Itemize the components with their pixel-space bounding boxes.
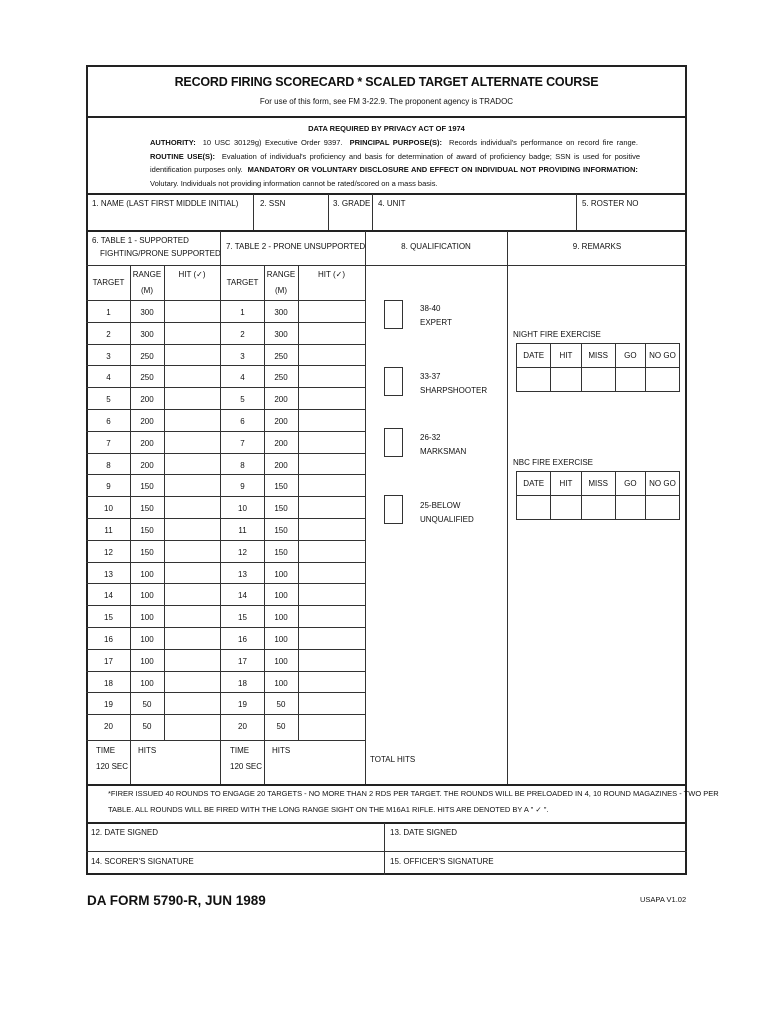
t1-target-header: TARGET — [92, 278, 125, 287]
t1-time-label: TIME — [96, 746, 116, 755]
row-divider — [86, 649, 366, 650]
t1-target-cell: 12 — [104, 547, 113, 557]
t1-target-cell: 8 — [106, 460, 111, 470]
t1-target-cell: 11 — [104, 526, 113, 535]
disclosure-text: Volutary. Individuals not providing information cannot be rated/scored on a mass basis. — [150, 178, 438, 188]
t2-target-cell: 5 — [240, 395, 245, 405]
divider — [86, 193, 687, 195]
unqualified-range: 25-BELOW — [420, 501, 461, 510]
night-go-cell[interactable] — [615, 368, 645, 392]
t2-range-cell: 100 — [274, 656, 288, 666]
qualification-label: 8. QUALIFICATION — [401, 242, 471, 251]
unqualified-checkbox[interactable] — [384, 495, 403, 524]
t1-target-cell: 7 — [106, 438, 111, 448]
nbc-fire-title: NBC FIRE EXERCISE — [513, 458, 594, 467]
t1-hit-cell[interactable] — [165, 387, 220, 409]
t2-hit-cell[interactable] — [299, 605, 365, 627]
divider — [86, 740, 366, 741]
divider — [507, 266, 508, 784]
nbc-date-cell[interactable] — [517, 496, 551, 520]
t1-range-cell: 150 — [140, 547, 154, 557]
t1-hit-cell[interactable] — [165, 431, 220, 453]
t2-target-header: TARGET — [226, 278, 259, 287]
row-divider — [86, 583, 366, 584]
row-divider — [86, 365, 366, 366]
unit-field-label: 4. UNIT — [378, 199, 406, 208]
t2-hit-cell[interactable] — [299, 300, 365, 322]
t2-target-cell: 6 — [240, 417, 245, 426]
t2-target-cell: 12 — [238, 547, 247, 557]
t1-range-unit: (M) — [141, 286, 153, 295]
t2-range-cell: 200 — [274, 395, 288, 405]
t1-range-cell: 100 — [140, 613, 154, 623]
divider — [86, 822, 687, 824]
t2-hits-label: HITS — [272, 746, 291, 755]
scorer-signature-label: 14. SCORER'S SIGNATURE — [91, 857, 194, 866]
nbc-nogo-header: NO GO — [645, 472, 679, 496]
sharpshooter-checkbox[interactable] — [384, 367, 403, 396]
t2-target-cell: 7 — [240, 438, 245, 448]
nbc-miss-header: MISS — [581, 472, 615, 496]
divider — [86, 116, 687, 118]
name-field-label: 1. NAME (LAST FIRST MIDDLE INITIAL) — [92, 199, 239, 208]
night-date-header: DATE — [517, 344, 551, 368]
t2-range-cell: 200 — [274, 460, 288, 470]
t1-hit-cell[interactable] — [165, 518, 220, 540]
t1-hit-cell[interactable] — [165, 344, 220, 366]
divider — [507, 231, 508, 267]
grade-field-label: 3. GRADE — [333, 199, 371, 208]
t1-hit-cell[interactable] — [165, 649, 220, 671]
t1-target-cell: 6 — [106, 417, 111, 426]
authority-label: AUTHORITY: — [150, 138, 196, 147]
t1-range-cell: 100 — [140, 569, 154, 579]
marksman-range: 26-32 — [420, 433, 441, 442]
t1-hit-cell[interactable] — [165, 453, 220, 475]
divider — [365, 231, 366, 784]
nbc-hit-cell[interactable] — [551, 496, 581, 520]
row-divider — [86, 344, 366, 345]
t2-hit-cell[interactable] — [299, 344, 365, 366]
row-divider — [86, 496, 366, 497]
divider — [253, 194, 254, 230]
t1-target-cell: 13 — [104, 569, 113, 579]
night-nogo-cell[interactable] — [645, 368, 679, 392]
t1-hit-cell[interactable] — [165, 496, 220, 518]
t2-hit-cell[interactable] — [299, 540, 365, 562]
row-divider — [86, 671, 366, 672]
expert-range: 38-40 — [420, 304, 441, 313]
t2-range-cell: 50 — [276, 722, 286, 732]
marksman-checkbox[interactable] — [384, 428, 403, 457]
row-divider — [86, 474, 366, 475]
footnote-line1: *FIRER ISSUED 40 ROUNDS TO ENGAGE 20 TARGETS - NO MORE THAN 2 RDS PER TARGET. THE ROUNDS WILL BE PRELOADED IN 4, 10 ROUND MAGAZINES - TWO PER — [108, 789, 719, 798]
table2-label: 7. TABLE 2 - PRONE UNSUPPORTED — [226, 242, 366, 251]
t1-target-cell: 17 — [104, 656, 113, 666]
t2-range-cell: 100 — [274, 613, 288, 623]
t2-target-cell: 8 — [240, 460, 245, 470]
t1-hit-cell[interactable] — [165, 692, 220, 714]
t2-hit-cell[interactable] — [299, 627, 365, 649]
form-id: DA FORM 5790-R, JUN 1989 — [87, 893, 266, 908]
t2-hit-cell[interactable] — [299, 518, 365, 540]
night-hit-header: HIT — [551, 344, 581, 368]
night-go-header: GO — [615, 344, 645, 368]
t2-range-cell: 300 — [274, 329, 288, 339]
form-subtitle: For use of this form, see FM 3-22.9. The proponent agency is TRADOC — [259, 97, 514, 106]
expert-checkbox[interactable] — [384, 300, 403, 329]
t1-hit-cell[interactable] — [165, 300, 220, 322]
t1-range-cell: 250 — [140, 373, 154, 383]
date-signed-12-label: 12. DATE SIGNED — [91, 828, 158, 837]
t1-target-cell: 19 — [104, 700, 113, 710]
t1-range-cell: 150 — [140, 526, 154, 535]
t2-hit-cell[interactable] — [299, 714, 365, 736]
t1-target-cell: 16 — [104, 635, 113, 644]
t1-target-cell: 4 — [106, 373, 111, 383]
t2-time-value: 120 SEC — [230, 762, 263, 771]
nbc-nogo-cell[interactable] — [645, 496, 679, 520]
t2-target-cell: 13 — [238, 569, 247, 579]
t1-range-header: RANGE — [132, 270, 162, 279]
officer-signature-label: 15. OFFICER'S SIGNATURE — [390, 857, 494, 866]
t2-range-cell: 250 — [274, 373, 288, 383]
t2-hit-cell[interactable] — [299, 322, 365, 344]
privacy-statement — [150, 136, 640, 190]
row-divider — [86, 605, 366, 606]
t2-range-cell: 200 — [274, 438, 288, 448]
t2-hit-cell[interactable] — [299, 409, 365, 431]
night-miss-header: MISS — [581, 344, 615, 368]
t1-hit-cell[interactable] — [165, 474, 220, 496]
row-divider — [86, 714, 366, 715]
t2-target-cell: 14 — [238, 591, 247, 601]
t1-range-cell: 150 — [140, 482, 154, 492]
t1-hit-cell[interactable] — [165, 583, 220, 605]
night-hit-cell[interactable] — [551, 368, 581, 392]
t1-range-cell: 200 — [140, 438, 154, 448]
nbc-go-cell[interactable] — [615, 496, 645, 520]
t2-range-cell: 150 — [274, 547, 288, 557]
ssn-field-label: 2. SSN — [260, 199, 286, 208]
t2-range-cell: 150 — [274, 504, 288, 514]
t1-hit-cell[interactable] — [165, 714, 220, 736]
t2-hit-cell[interactable] — [299, 671, 365, 693]
t1-time-value: 120 SEC — [96, 762, 129, 771]
form-version: USAPA V1.02 — [640, 895, 687, 904]
row-divider — [86, 540, 366, 541]
authority-text: 10 USC 30129g) Executive Order 9397. — [202, 138, 343, 147]
nbc-date-header: DATE — [517, 472, 551, 496]
nbc-miss-cell[interactable] — [581, 496, 615, 520]
t1-target-cell: 18 — [104, 678, 113, 688]
row-divider — [86, 692, 366, 693]
t2-range-cell: 150 — [274, 526, 288, 535]
t2-range-header: RANGE — [266, 270, 296, 279]
t2-hit-cell[interactable] — [299, 474, 365, 496]
night-date-cell[interactable] — [517, 368, 551, 392]
footnote-line2: TABLE. ALL ROUNDS WILL BE FIRED WITH THE LONG RANGE SIGHT ON THE M16A1 RIFLE. HITS ARE DENOTED BY A " ✓ ". — [108, 805, 549, 814]
t2-range-cell: 100 — [274, 591, 288, 601]
t1-range-cell: 100 — [140, 591, 154, 601]
t1-hit-cell[interactable] — [165, 322, 220, 344]
expert-label: EXPERT — [420, 318, 452, 327]
t1-hit-cell[interactable] — [165, 627, 220, 649]
t1-range-cell: 100 — [140, 656, 154, 666]
row-divider — [86, 322, 366, 323]
night-miss-cell[interactable] — [581, 368, 615, 392]
t2-target-cell: 11 — [238, 526, 247, 535]
t2-hit-header: HIT (✓) — [318, 270, 345, 279]
marksman-label: MARKSMAN — [420, 447, 467, 456]
t2-range-cell: 100 — [274, 678, 288, 688]
t1-range-cell: 200 — [140, 417, 154, 426]
t1-hit-cell[interactable] — [165, 540, 220, 562]
row-divider — [86, 453, 366, 454]
t1-target-cell: 15 — [104, 613, 113, 623]
t2-target-cell: 4 — [240, 373, 245, 383]
nbc-fire-table — [516, 471, 680, 520]
t2-range-cell: 150 — [274, 482, 288, 492]
t2-hit-cell[interactable] — [299, 431, 365, 453]
t2-target-cell: 3 — [240, 351, 245, 361]
t1-hit-cell[interactable] — [165, 409, 220, 431]
t1-target-cell: 20 — [104, 722, 113, 732]
t2-range-unit: (M) — [275, 286, 287, 295]
t1-hit-cell[interactable] — [165, 605, 220, 627]
t2-range-cell: 100 — [274, 569, 288, 579]
row-divider — [86, 518, 366, 519]
t2-hit-cell[interactable] — [299, 387, 365, 409]
divider — [328, 194, 329, 230]
t1-range-cell: 300 — [140, 329, 154, 339]
form-title: RECORD FIRING SCORECARD * SCALED TARGET ALTERNATE COURSE — [174, 75, 599, 89]
row-divider — [86, 409, 366, 410]
table1-label-line1: 6. TABLE 1 - SUPPORTED — [92, 236, 189, 245]
sharpshooter-range: 33-37 — [420, 372, 441, 381]
row-divider — [86, 562, 366, 563]
t1-target-cell: 10 — [104, 504, 113, 514]
divider — [384, 823, 385, 875]
uses-label: ROUTINE USE(S): — [150, 151, 216, 161]
t1-range-cell: 100 — [140, 678, 154, 688]
t1-hit-cell[interactable] — [165, 671, 220, 693]
t2-time-label: TIME — [230, 746, 250, 755]
disclosure-label: MANDATORY OR VOLUNTARY DISCLOSURE AND EFFECT ON INDIVIDUAL NOT PROVIDING INFORMATION: — [247, 165, 638, 174]
row-divider — [86, 300, 366, 301]
t2-target-cell: 20 — [238, 722, 247, 732]
uses-text: Evaluation of individual's proficiency and basis for determination of award of proficiency badge; SSN is used for positive identification purposes only. — [150, 151, 641, 174]
nbc-hit-header: HIT — [551, 472, 581, 496]
night-fire-title: NIGHT FIRE EXERCISE — [513, 330, 601, 339]
t2-hit-cell[interactable] — [299, 649, 365, 671]
t1-target-cell: 9 — [106, 482, 111, 492]
t2-target-cell: 1 — [240, 308, 245, 317]
t2-target-cell: 18 — [238, 678, 247, 688]
night-fire-table — [516, 343, 680, 392]
nbc-go-header: GO — [615, 472, 645, 496]
t1-range-cell: 100 — [140, 635, 154, 644]
divider — [86, 851, 687, 852]
t2-range-cell: 250 — [274, 351, 288, 361]
divider — [86, 784, 687, 786]
t2-target-cell: 2 — [240, 329, 245, 339]
t1-range-cell: 150 — [140, 504, 154, 514]
t1-hit-cell[interactable] — [165, 365, 220, 387]
t2-hit-cell[interactable] — [299, 562, 365, 584]
t1-hits-label: HITS — [138, 746, 157, 755]
t1-range-cell: 200 — [140, 460, 154, 470]
night-nogo-header: NO GO — [645, 344, 679, 368]
t2-target-cell: 19 — [238, 700, 247, 710]
row-divider — [86, 627, 366, 628]
t2-target-cell: 15 — [238, 613, 247, 623]
total-hits-label: TOTAL HITS — [370, 755, 416, 764]
row-divider — [86, 431, 366, 432]
date-signed-13-label: 13. DATE SIGNED — [390, 828, 457, 837]
t2-hit-cell[interactable] — [299, 365, 365, 387]
t2-range-cell: 50 — [276, 700, 286, 710]
privacy-heading: DATA REQUIRED BY PRIVACY ACT OF 1974 — [308, 124, 465, 133]
t1-hit-cell[interactable] — [165, 562, 220, 584]
t2-range-cell: 300 — [274, 308, 288, 317]
row-divider — [86, 387, 366, 388]
divider — [372, 194, 373, 230]
t1-range-cell: 300 — [140, 308, 154, 317]
t2-range-cell: 200 — [274, 417, 288, 426]
t2-target-cell: 16 — [238, 635, 247, 644]
roster-field-label: 5. ROSTER NO — [582, 199, 639, 208]
divider — [86, 265, 687, 266]
sharpshooter-label: SHARPSHOOTER — [420, 386, 488, 395]
divider — [576, 194, 577, 230]
t1-range-cell: 200 — [140, 395, 154, 405]
t2-hit-cell[interactable] — [299, 496, 365, 518]
t2-hit-cell[interactable] — [299, 583, 365, 605]
t2-hit-cell[interactable] — [299, 453, 365, 475]
t2-target-cell: 9 — [240, 482, 245, 492]
t1-target-cell: 5 — [106, 395, 111, 405]
t2-target-cell: 17 — [238, 656, 247, 666]
t1-target-cell: 2 — [106, 329, 111, 339]
t1-range-cell: 50 — [142, 722, 152, 732]
divider — [86, 230, 687, 232]
purpose-text: Records individual's performance on record fire range. — [449, 138, 638, 147]
remarks-label: 9. REMARKS — [572, 242, 622, 251]
t1-target-cell: 3 — [106, 351, 111, 361]
t1-target-cell: 14 — [104, 591, 113, 601]
t1-range-cell: 50 — [142, 700, 152, 710]
unqualified-label: UNQUALIFIED — [420, 515, 474, 524]
t1-range-cell: 250 — [140, 351, 154, 361]
t1-target-cell: 1 — [106, 308, 111, 317]
t2-range-cell: 100 — [274, 635, 288, 644]
table1-label-line2: FIGHTING/PRONE SUPPORTED — [100, 249, 221, 258]
t1-hit-header: HIT (✓) — [178, 270, 206, 279]
purpose-label: PRINCIPAL PURPOSE(S): — [349, 138, 442, 147]
t2-hit-cell[interactable] — [299, 692, 365, 714]
t2-target-cell: 10 — [238, 504, 247, 514]
